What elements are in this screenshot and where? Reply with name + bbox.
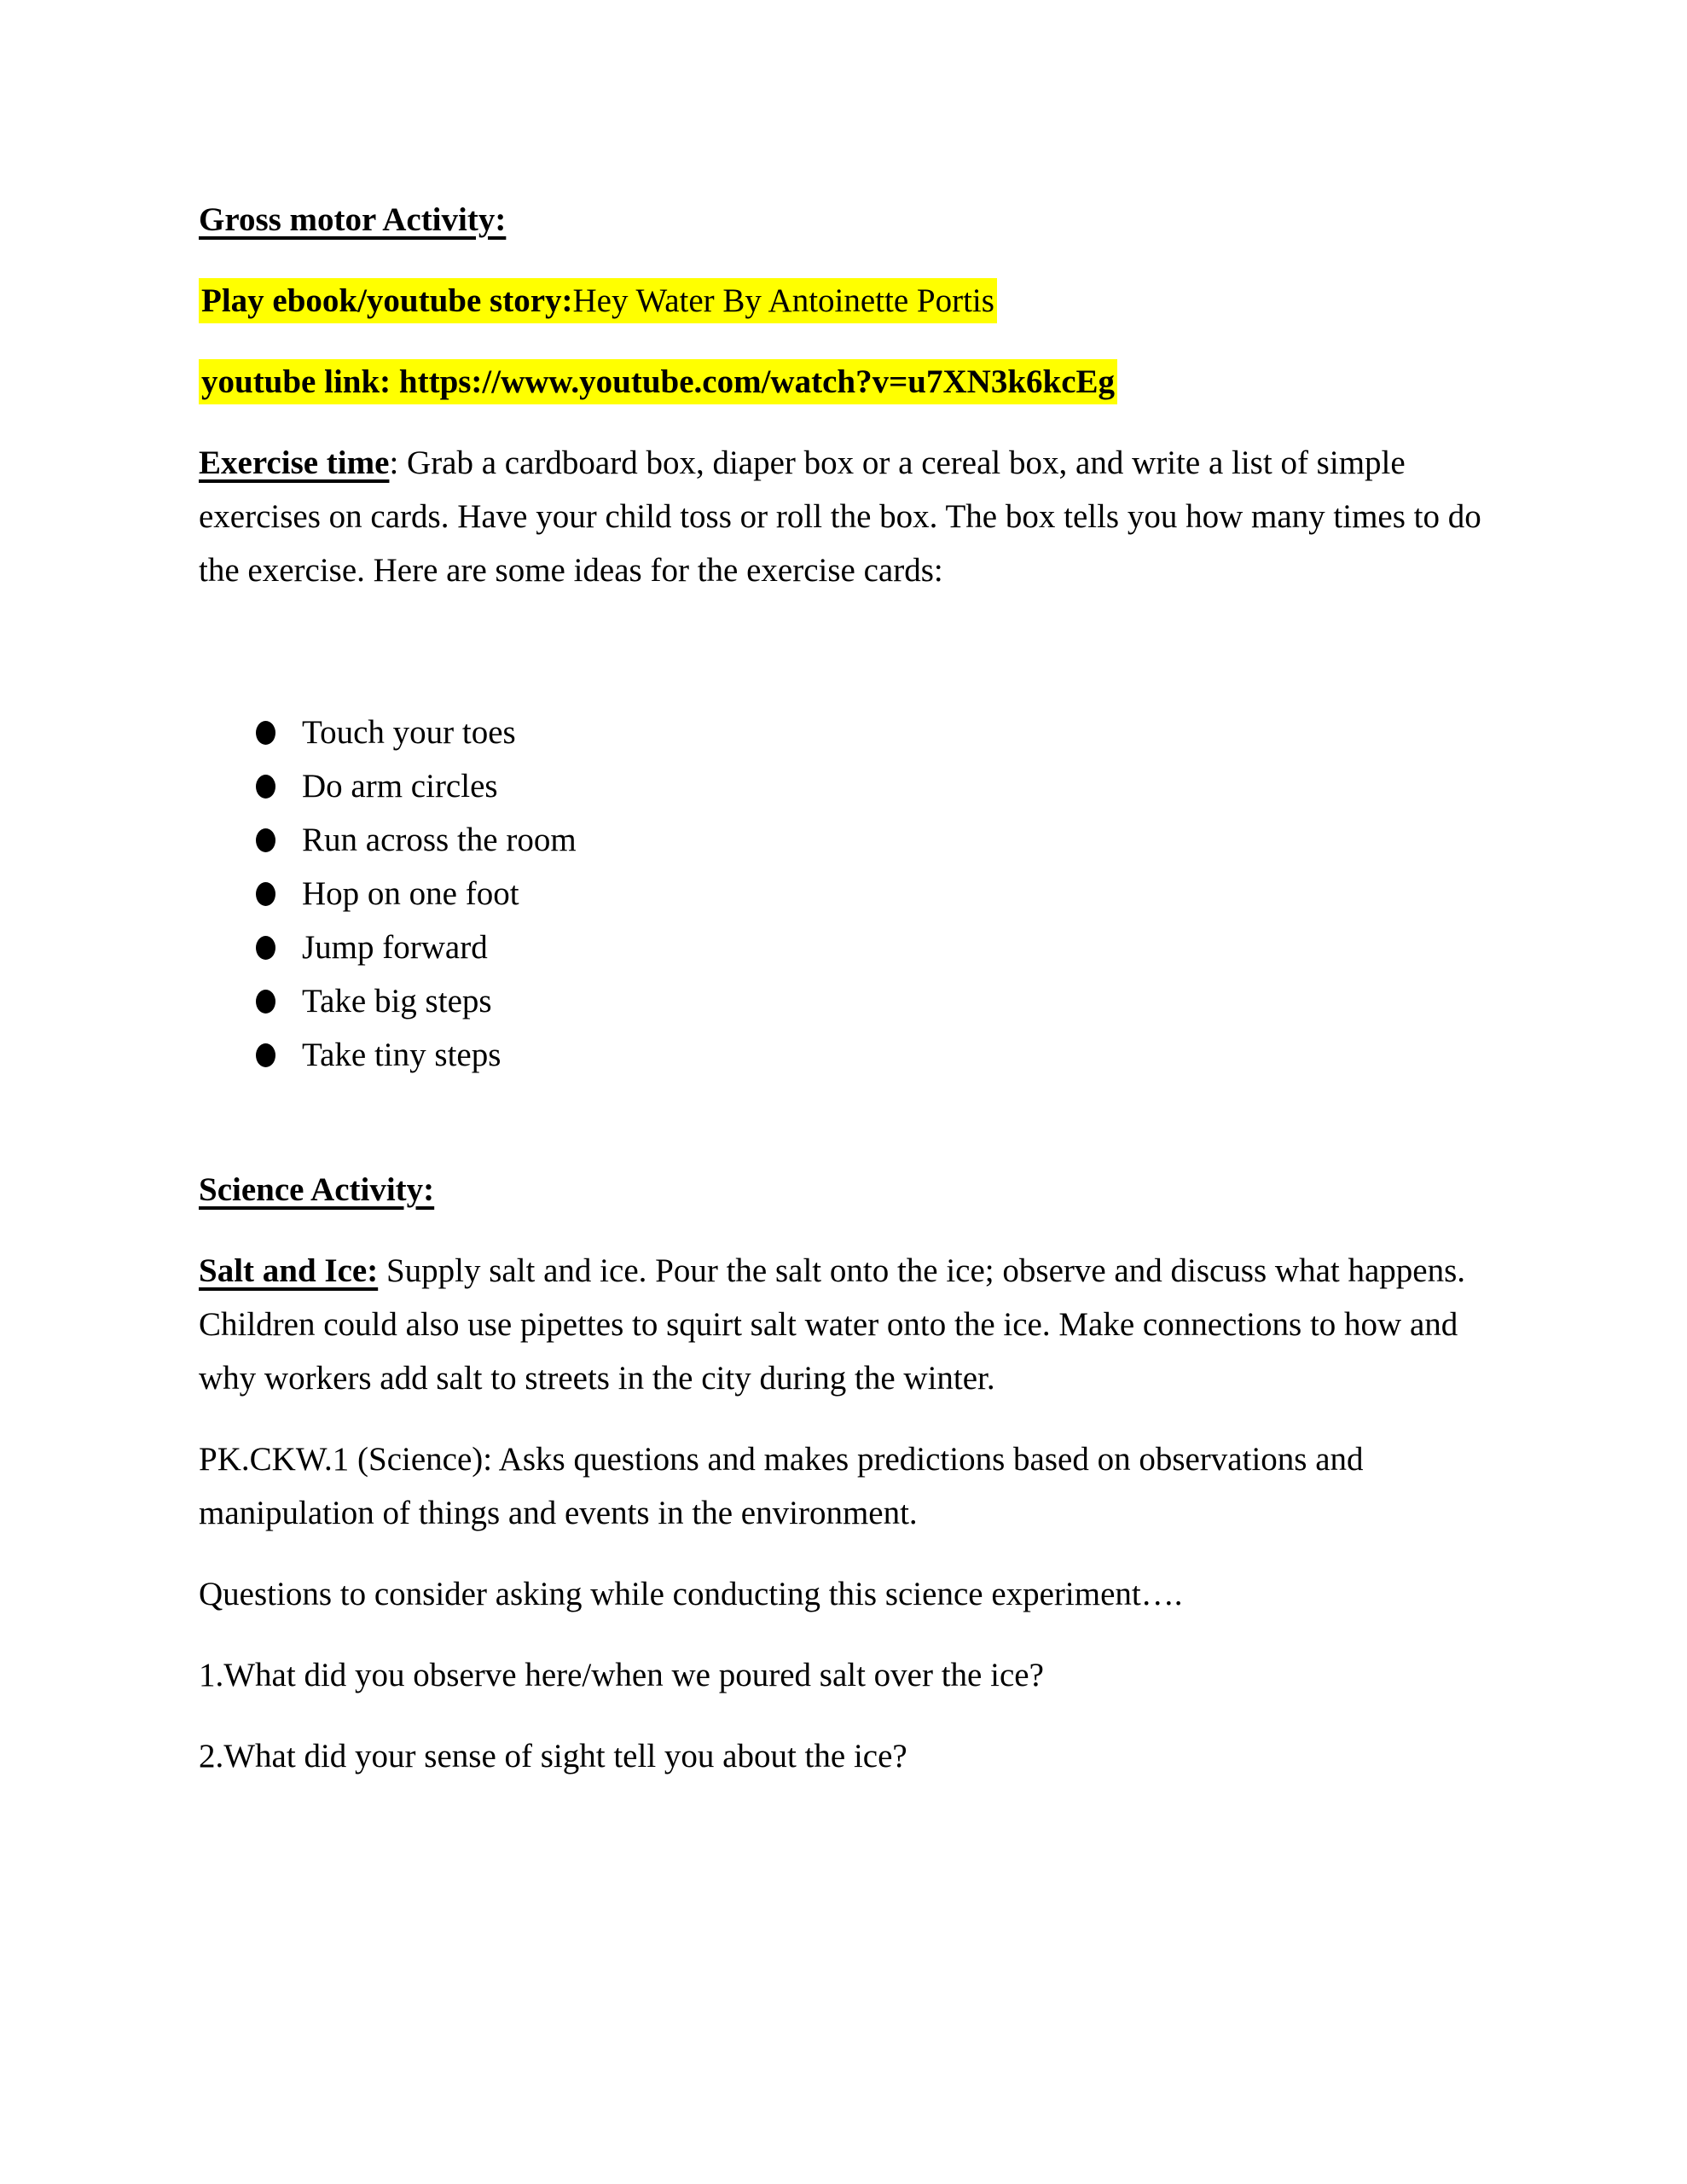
ebook-story-title: Hey Water By Antoinette Portis (572, 282, 994, 319)
spacer (199, 1082, 1488, 1136)
list-item (199, 974, 1488, 1028)
list-item-label: Take tiny steps (302, 1037, 501, 1073)
salt-and-ice-text: Supply salt and ice. Pour the salt onto the ice; observe and discuss what happens. Children could also use pipettes to squirt salt water onto the ice. Make connections to how and why workers add salt to streets in the city during the winter. (199, 1252, 1466, 1397)
bullet-icon (256, 721, 275, 745)
ebook-story-line (199, 274, 1488, 328)
science-activity-heading: Science Activity: (199, 1171, 435, 1208)
bullet-icon (256, 828, 275, 852)
bullet-icon (256, 1043, 275, 1067)
bullet-icon (256, 936, 275, 960)
youtube-link-text: youtube link: https://www.youtube.com/watch?v=u7XN3k6kcEg (199, 359, 1117, 404)
questions-intro: Questions to consider asking while conducting this science experiment…. (199, 1576, 1183, 1612)
list-item (199, 706, 1488, 759)
list-item (199, 759, 1488, 813)
list-item-label: Do arm circles (302, 768, 498, 804)
list-item (199, 867, 1488, 921)
list-item-label: Take big steps (302, 983, 492, 1019)
list-item-label: Run across the room (302, 822, 577, 858)
exercise-time-paragraph (199, 436, 1488, 597)
list-item (199, 813, 1488, 867)
salt-and-ice-label: Salt and Ice: (199, 1252, 379, 1289)
list-item-label: Hop on one foot (302, 875, 519, 912)
exercise-card-list (199, 706, 1488, 1082)
list-item-label: Touch your toes (302, 714, 516, 751)
list-item (199, 1028, 1488, 1082)
exercise-time-label: Exercise time (199, 444, 390, 481)
ebook-story-label: Play ebook/youtube story: (201, 282, 573, 319)
bullet-icon (256, 882, 275, 906)
question-1: 1.What did you observe here/when we poured salt over the ice? (199, 1657, 1044, 1693)
list-item-label: Jump forward (302, 929, 488, 966)
spacer (199, 624, 1488, 678)
gross-motor-heading: Gross motor Activity: (199, 201, 507, 238)
pk-standard-paragraph: PK.CKW.1 (Science): Asks questions and makes predictions based on observations and manipulation of things and events in the environment. (199, 1441, 1364, 1531)
bullet-icon (256, 775, 275, 799)
question-2: 2.What did your sense of sight tell you about the ice? (199, 1738, 907, 1774)
salt-and-ice-paragraph (199, 1244, 1488, 1405)
exercise-time-text: : Grab a cardboard box, diaper box or a cereal box, and write a list of simple exercises on cards. Have your child toss or roll the box. The box tells you how many times to do the exercise. Here are some ideas for the exercise cards: (199, 444, 1481, 589)
bullet-icon (256, 990, 275, 1014)
youtube-link-line (199, 355, 1488, 409)
list-item (199, 921, 1488, 974)
ebook-story-highlight (199, 278, 997, 323)
